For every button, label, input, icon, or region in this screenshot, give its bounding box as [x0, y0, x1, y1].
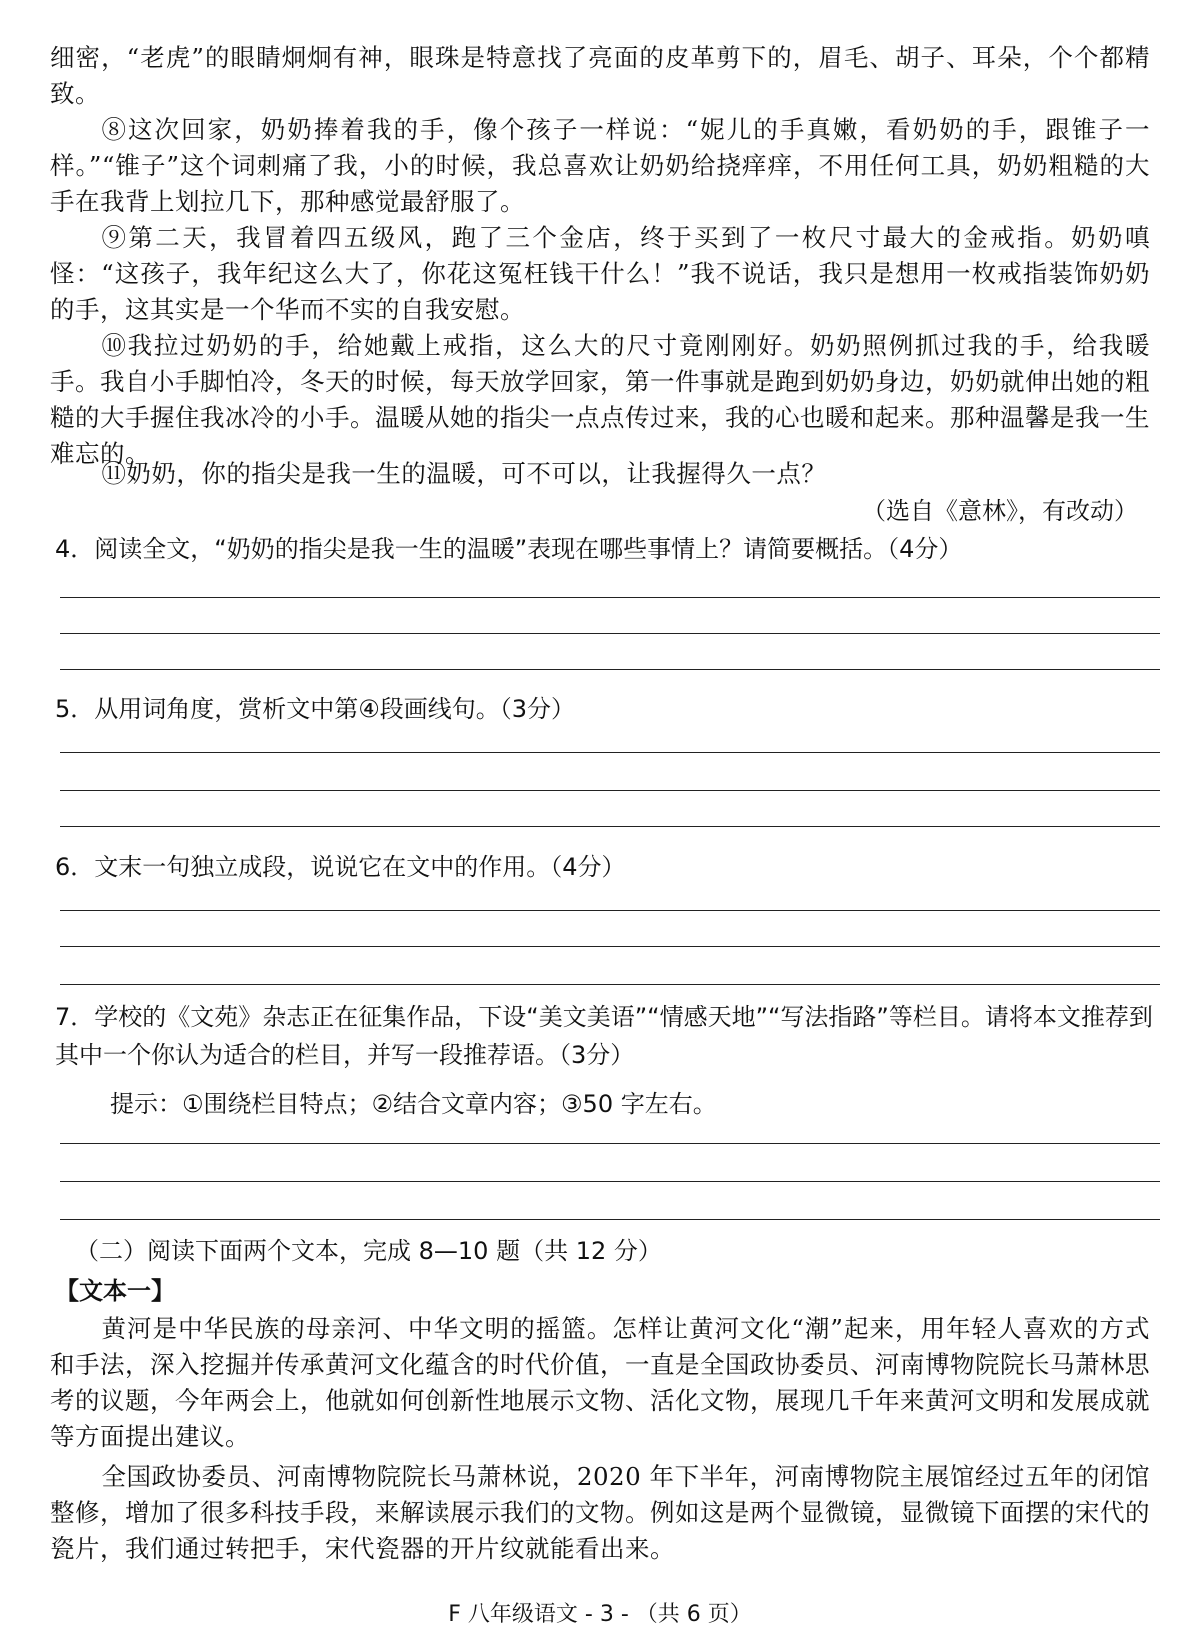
- passage-paragraph-9: ⑨第二天，我冒着四五级风，跑了三个金店，终于买到了一枚尺寸最大的金戒指。奶奶嗔怪：“这孩子，我年纪这么大了，你花这冤枉钱干什么！”我不说话，我只是想用一枚戒指装饰奶奶的手，这其实是一个华而不实的自我安慰。: [50, 223, 1150, 324]
- answer-line[interactable]: [60, 946, 1160, 947]
- answer-line[interactable]: [60, 790, 1160, 791]
- passage-paragraph-8: ⑧这次回家，奶奶捧着我的手，像个孩子一样说：“妮儿的手真嫩，看奶奶的手，跟锥子一样。”“锥子”这个词刺痛了我，小的时候，我总喜欢让奶奶给挠痒痒，不用任何工具，奶奶粗糙的大手在我背上划拉几下，那种感觉最舒服了。: [50, 115, 1150, 216]
- answer-line[interactable]: [60, 826, 1160, 827]
- answer-line[interactable]: [60, 633, 1160, 634]
- page-footer: F 八年级语文 - 3 - （共 6 页）: [448, 1602, 752, 1627]
- text-1-paragraph-2: 全国政协委员、河南博物院院长马萧林说，2020 年下半年，河南博物院主展馆经过五年的闭馆整修，增加了很多科技手段，来解读展示我们的文物。例如这是两个显微镜，显微镜下面摆的宋代的瓷片，我们通过转把手，宋代瓷器的开片纹就能看出来。: [50, 1462, 1150, 1563]
- question-7: 7．学校的《文苑》杂志正在征集作品，下设“美文美语”“情感天地”“写法指路”等栏目。请将本文推荐到其中一个你认为适合的栏目，并写一段推荐语。（3分）: [55, 1003, 1153, 1069]
- answer-line[interactable]: [60, 1181, 1160, 1182]
- text-1-label: 【文本一】: [55, 1277, 175, 1305]
- question-5: 5．从用词角度，赏析文中第④段画线句。（3分）: [55, 695, 576, 723]
- answer-line[interactable]: [60, 984, 1160, 985]
- question-4: 4．阅读全文，“奶奶的指尖是我一生的温暖”表现在哪些事情上？请简要概括。（4分）: [55, 535, 963, 563]
- passage-source: （选自《意林》，有改动）: [862, 497, 1138, 525]
- section-2-title: （二）阅读下面两个文本，完成 8—10 题（共 12 分）: [75, 1237, 662, 1265]
- passage-paragraph-7-end: 细密，“老虎”的眼睛炯炯有神，眼珠是特意找了亮面的皮革剪下的，眉毛、胡子、耳朵，个个都精致。: [50, 43, 1150, 108]
- passage-paragraph-10: ⑩我拉过奶奶的手，给她戴上戒指，这么大的尺寸竟刚刚好。奶奶照例抓过我的手，给我暖手。我自小手脚怕冷，冬天的时候，每天放学回家，第一件事就是跑到奶奶身边，奶奶就伸出她的粗糙的大手握住我冰冷的小手。温暖从她的指尖一点点传过来，我的心也暖和起来。那种温馨是我一生难忘的。: [50, 331, 1150, 468]
- answer-line[interactable]: [60, 597, 1160, 598]
- answer-line[interactable]: [60, 752, 1160, 753]
- question-6: 6．文末一句独立成段，说说它在文中的作用。（4分）: [55, 853, 626, 881]
- text-1-paragraph-1: 黄河是中华民族的母亲河、中华文明的摇篮。怎样让黄河文化“潮”起来，用年轻人喜欢的方式和手法，深入挖掘并传承黄河文化蕴含的时代价值，一直是全国政协委员、河南博物院院长马萧林思考的议题，今年两会上，他就如何创新性地展示文物、活化文物，展现几千年来黄河文明和发展成就等方面提出建议。: [50, 1314, 1150, 1451]
- question-7-hint: 提示：①围绕栏目特点；②结合文章内容；③50 字左右。: [110, 1090, 717, 1118]
- answer-line[interactable]: [60, 910, 1160, 911]
- answer-line[interactable]: [60, 1143, 1160, 1144]
- answer-line[interactable]: [60, 1219, 1160, 1220]
- passage-paragraph-11: ⑪奶奶，你的指尖是我一生的温暖，可不可以，让我握得久一点？: [101, 459, 827, 488]
- answer-line[interactable]: [60, 669, 1160, 670]
